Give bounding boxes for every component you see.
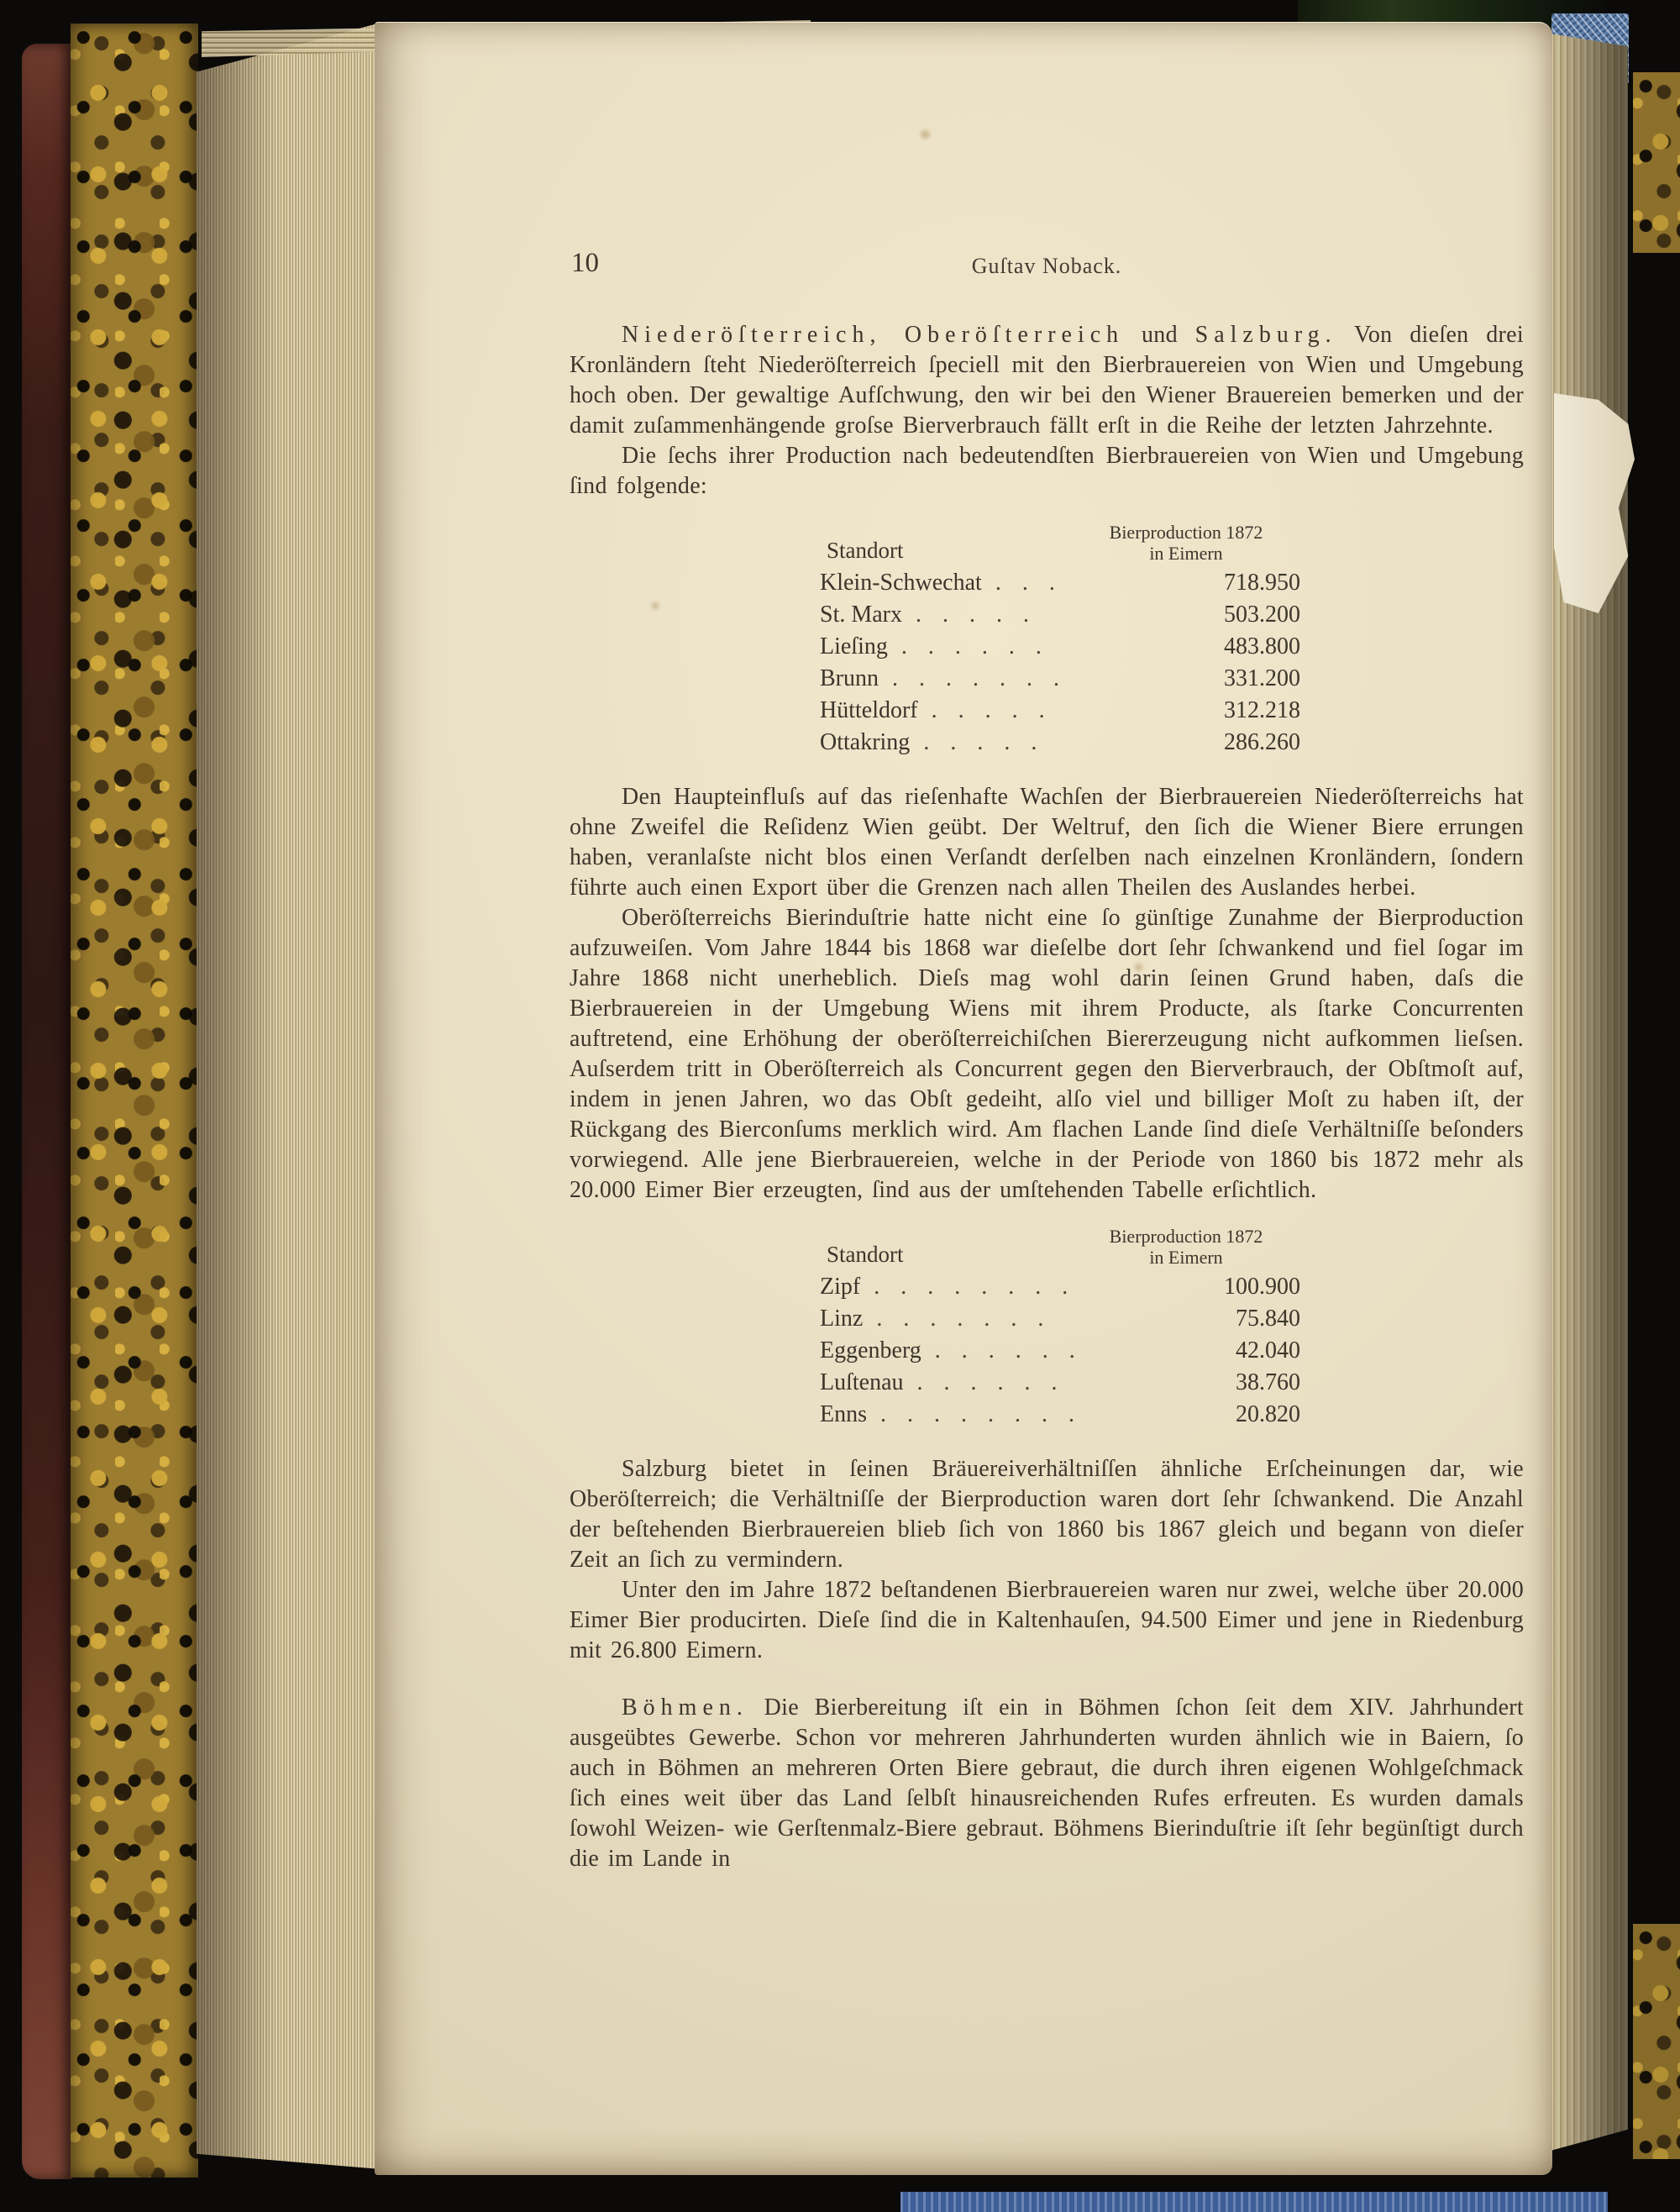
column-header-standort: Standort [827,538,904,563]
table-row [820,727,1300,759]
value-cell: 20.820 [1236,1401,1300,1427]
value-cell: 42.040 [1236,1337,1300,1363]
value-cell: 75.840 [1236,1306,1300,1332]
dot-leader: . . . . . [916,602,1029,628]
book-page [375,22,1552,2175]
place-cell: Hütteldorf [820,697,918,723]
dot-leader: . . . . . . . [876,1306,1044,1332]
paragraph-niederoesterreich: Den Haupteinfluſs auf das rieſenhafte Wachſen der Bierbrauereien Niederöſterreichs hat ohne Zweifel die Reſidenz Wien geübt. Der Weltruf, den ſich die Wiener Biere errungen haben, veranlaſste nicht blos einen Verſandt derſelben nach einzelnen Kronländern, ſondern führte auch einen Export über die Grenzen nach allen Theilen des Auslandes herbei. [570,784,1524,901]
dot-leader: . . . . . . . [892,665,1059,691]
column-header-line1: Bierproduction 1872 [1109,522,1263,543]
table-header [820,522,1300,564]
column-header-line2: in Eimern [1149,543,1223,564]
spaced-region-name: Böhmen. [622,1694,748,1721]
marbled-cover-right-bottom [1633,1924,1680,2159]
page-header [570,248,1524,283]
production-table-oberoesterreich [820,1226,1300,1431]
dot-leader: . . . . . [923,729,1037,755]
paragraph-text: Die Bierbereitung iſt ein in Böhmen ſchon ſeit dem XIV. Jahrhundert ausgeübtes Gewerbe. Schon vor mehreren Jahrhunderten wurden ähnlich wie in Baiern, ſo auch in Böhmen an mehreren Orten Biere gebraut, die durch ihren eigenen Wohlgeſchmack ſich eines weit über das Land ſelbſt hinausreichenden Rufes erfreuten. Es wurden damals ſowohl Weizen- wie Gerſtenmalz-Biere gebraut. Böhmens Bierinduſtrie iſt ſehr begünſtigt durch die im Lande in [570,1694,1524,1872]
place-cell: Enns [820,1401,867,1427]
place-cell: St. Marx [820,602,902,628]
page-number: 10 [571,248,599,278]
paragraph-intro-table: Die ſechs ihrer Production nach bedeutendſten Bierbrauereien von Wien und Umgebung ſind folgende: [570,443,1524,499]
dot-leader: . . . . . . [934,1337,1075,1363]
place-cell: Eggenberg [820,1337,921,1363]
column-header-line1: Bierproduction 1872 [1109,1226,1263,1247]
table-row [820,1399,1300,1431]
place-cell: Zipf [820,1274,861,1300]
column-header-production [1072,522,1300,564]
page-content [570,23,1524,1874]
column-header-line2: in Eimern [1149,1247,1223,1268]
column-header-standort: Standort [827,1242,904,1267]
place-cell: Luſtenau [820,1369,904,1395]
running-header: Guſtav Noback. [971,254,1122,278]
dot-leader: . . . . . . [916,1369,1058,1395]
place-cell: Lieſing [820,633,888,659]
page-edges-fan [197,20,378,2178]
place-cell: Ottakring [820,729,911,755]
value-cell: 718.950 [1224,570,1300,596]
production-table-vienna [820,522,1300,759]
place-cell: Brunn [820,665,879,691]
place-cell: Linz [820,1306,864,1332]
dot-leader: . . . [995,570,1055,596]
table-row [820,1335,1300,1367]
value-cell: 331.200 [1224,665,1300,691]
page-right-edges [1551,34,1628,2151]
paragraph-oberoesterreich: Oberöſterreichs Bierinduſtrie hatte nicht eine ſo günſtige Zunahme der Bierproduction aufzuweiſen. Vom Jahre 1844 bis 1868 war dieſelbe dort ſehr ſchwankend und fiel ſogar im Jahre 1868 nicht unerheblich. Dieſs mag wohl darin ſeinen Grund haben, daſs die Bierbrauereien in der Umgebung Wiens mit ihrem Producte, als ſtarke Concurrenten auftretend, eine Erhöhung der oberöſterreichiſchen Biererzeugung nicht aufkommen lieſsen. Auſserdem tritt in Oberöſterreich als Concurrent gegen den Bierverbrauch, der Obſtmoſt auf, indem in jenen Jahren, wo das Obſt gedeiht, alſo viel und billiger Moſt zu haben iſt, der Rückgang des Bierconſums merklich wird. Am flachen Lande ſind dieſe Verhältniſſe beſonders vorwiegend. Alle jene Bierbrauereien, welche in der Periode von 1860 bis 1872 mehr als 20.000 Eimer Bier erzeugten, ſind aus der umſtehenden Tabelle erſichtlich. [570,905,1524,1203]
dot-leader: . . . . . . . . [874,1274,1068,1300]
table-row [820,663,1300,695]
dot-leader: . . . . . [931,697,1045,723]
value-cell: 312.218 [1224,697,1300,723]
paragraph-text: und [1124,322,1195,348]
table-header [820,1226,1300,1268]
table-row [820,567,1300,599]
marbled-cover-right-top [1633,72,1680,253]
value-cell: 483.800 [1224,633,1300,659]
marbled-cover [71,24,198,2178]
book-spine [22,44,72,2179]
dot-leader: . . . . . . . . [880,1401,1074,1427]
table-row [820,1367,1300,1399]
table-row [820,1271,1300,1303]
column-header-production [1072,1226,1300,1268]
paragraph-salzburg-breweries: Unter den im Jahre 1872 beſtandenen Bierbrauereien waren nur zwei, welche über 20.000 Eimer Bier producirten. Dieſe ſind die in Kaltenhauſen, 94.500 Eimer und jene in Riedenburg mit 26.800 Eimern. [570,1577,1524,1663]
paragraph-salzburg: Salzburg bietet in ſeinen Bräuereiverhältniſſen ähnliche Erſcheinungen dar, wie Oberöſterreich; die Verhältniſſe der Bierproduction waren dort ſehr ſchwankend. Die Anzahl der beſtehenden Bierbrauereien blieb ſich von 1860 bis 1867 gleich und begann von dieſer Zeit an ſich zu vermindern. [570,1456,1524,1573]
table-row [820,631,1300,663]
paragraph-boehmen [570,1693,1524,1874]
value-cell: 286.260 [1224,729,1300,755]
table-row [820,1303,1300,1335]
value-cell: 503.200 [1224,602,1300,628]
paragraph-regions [570,320,1524,441]
spaced-region-name: Salzburg. [1194,322,1337,348]
table-row [820,695,1300,727]
dot-leader: . . . . . . [900,633,1042,659]
paragraph-text: Von dieſen drei Kronländern ſteht Niederöſterreich ſpeciell mit den Bierbrauereien von Wien und Umgebung hoch oben. Der gewaltige Aufſchwung, den wir bei den Wiener Brauereien bemerken und der damit zuſammenhängende groſse Bierverbrauch fällt erſt in die Reihe der letzten Jahrzehnte. [570,322,1524,439]
table-row [820,599,1300,631]
fabric-strip-bottom [900,2192,1608,2212]
place-cell: Klein-Schwechat [820,570,982,596]
spaced-region-names: Niederöſterreich, Oberöſterreich [622,322,1125,348]
value-cell: 100.900 [1224,1274,1300,1300]
value-cell: 38.760 [1236,1369,1300,1395]
